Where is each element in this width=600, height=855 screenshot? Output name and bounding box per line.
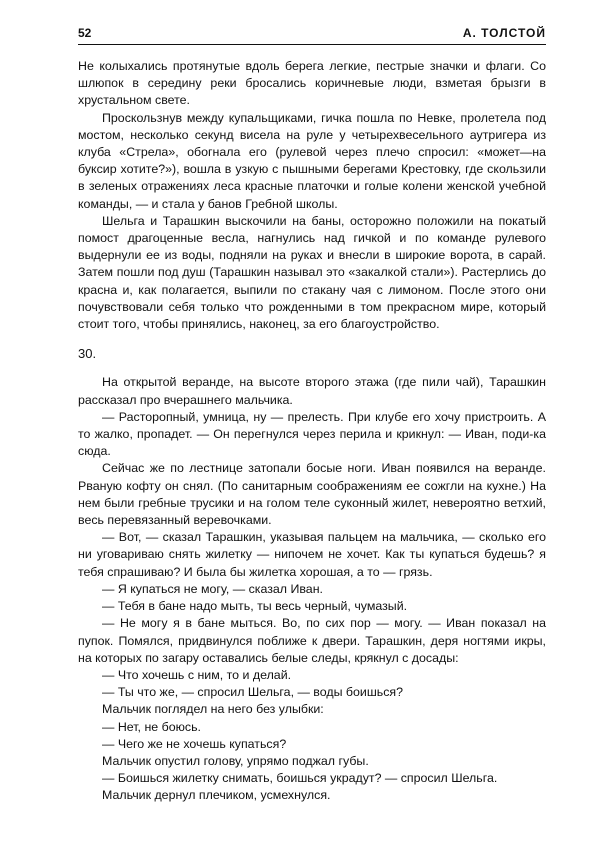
paragraph: Сейчас же по лестнице затопали босые ноги. Иван появился на веранде. Рваную кофту он снял. (По санитарным соображениям ее сожгли на кухне.) На нем были гребные трусики и на голом теле суконный жилет, невероятно ветхий, весь перевязанный веревочками. [78,461,546,528]
dialog-line: — Расторопный, умница, ну — прелесть. При клубе его хочу пристроить. А то жалко, пропадет. — Он перегнулся через перила и крикнул: — Иван, поди-ка сюда. [78,409,546,459]
chapter-number: 30. [78,346,97,362]
dialog-line: — Что хочешь с ним, то и делай. [102,667,292,682]
dialog-line: — Не могу я в бане мыться. Во, по сих пор — могу. — Иван показал на пупок. Помялся, придвинулся поближе к двери. Тарашкин, деря ногтями икры, на которых по загару оставались белые следы, крякнул с досады: [78,616,546,665]
running-head-author: А. ТОЛСТОЙ [462,26,546,40]
dialog-line: — Я купаться не могу, — сказал Иван. [102,581,323,596]
dialog-line: — Нет, не боюсь. [102,719,201,734]
page-number: 52 [78,26,92,40]
paragraph: Проскользнув между купальщиками, гичка пошла по Невке, пролетела под мостом, несколько секунд висела на руле у четырехвесельного аутригера из клуба «Стрела», обогнала его (рулевой через плечо спросил: «может—на буксир хотите?»), вошла в узкую с пышными берегами Крестовку, где скользили в зеленых отражениях леса красные платочки и голые колени женской учебной команды, — и стала у банов Гребной школы. [78,110,546,211]
dialog-line: — Боишься жилетку снимать, боишься украдут? — спросил Шельга. [102,771,498,786]
running-header [78,22,546,45]
body-text [78,58,546,805]
paragraph: Шельга и Тарашкин выскочили на баны, осторожно положили на покатый помост драгоценные весла, нагнулись над гичкой и по команде рулевого выдернули ее из воды, подняли на руках и внесли в широкие ворота, в сарай. Затем пошли под душ (Тарашкин называл это «закалкой стали»). Растерлись до красна и, как полагается, выпили по стакану чая с лимоном. После этого они почувствовали себя только что рожденными в том прекрасном мире, который стоит того, чтобы принялись, наконец, за его благоустройство. [78,213,546,332]
dialog-line: — Чего же не хочешь купаться? [102,736,287,751]
dialog-line: — Ты что же, — спросил Шельга, — воды боишься? [102,685,404,700]
dialog-line: — Вот, — сказал Тарашкин, указывая пальцем на мальчика, — сколько его ни уговариваю снять жилетку — нипочем не хочет. Как ты купаться будешь? я тебя спрашиваю? И была бы жилетка хорошая, а то — грязь. [78,530,546,579]
dialog-line: — Тебя в бане надо мыть, ты весь черный, чумазый. [102,599,408,614]
paragraph: На открытой веранде, на высоте второго этажа (где пили чай), Тарашкин рассказал про вчерашнего мальчика. [78,375,546,407]
paragraph: Не колыхались протянутые вдоль берега легкие, пестрые значки и флаги. Со шлюпок в середину реки бросались коричневые люди, взметая брызги в хрустальном свете. [78,59,546,108]
paragraph: Мальчик опустил голову, упрямо поджал губы. [102,753,369,768]
paragraph: Мальчик дернул плечиком, усмехнулся. [102,788,331,803]
paragraph: Мальчик поглядел на него без улыбки: [102,702,324,717]
